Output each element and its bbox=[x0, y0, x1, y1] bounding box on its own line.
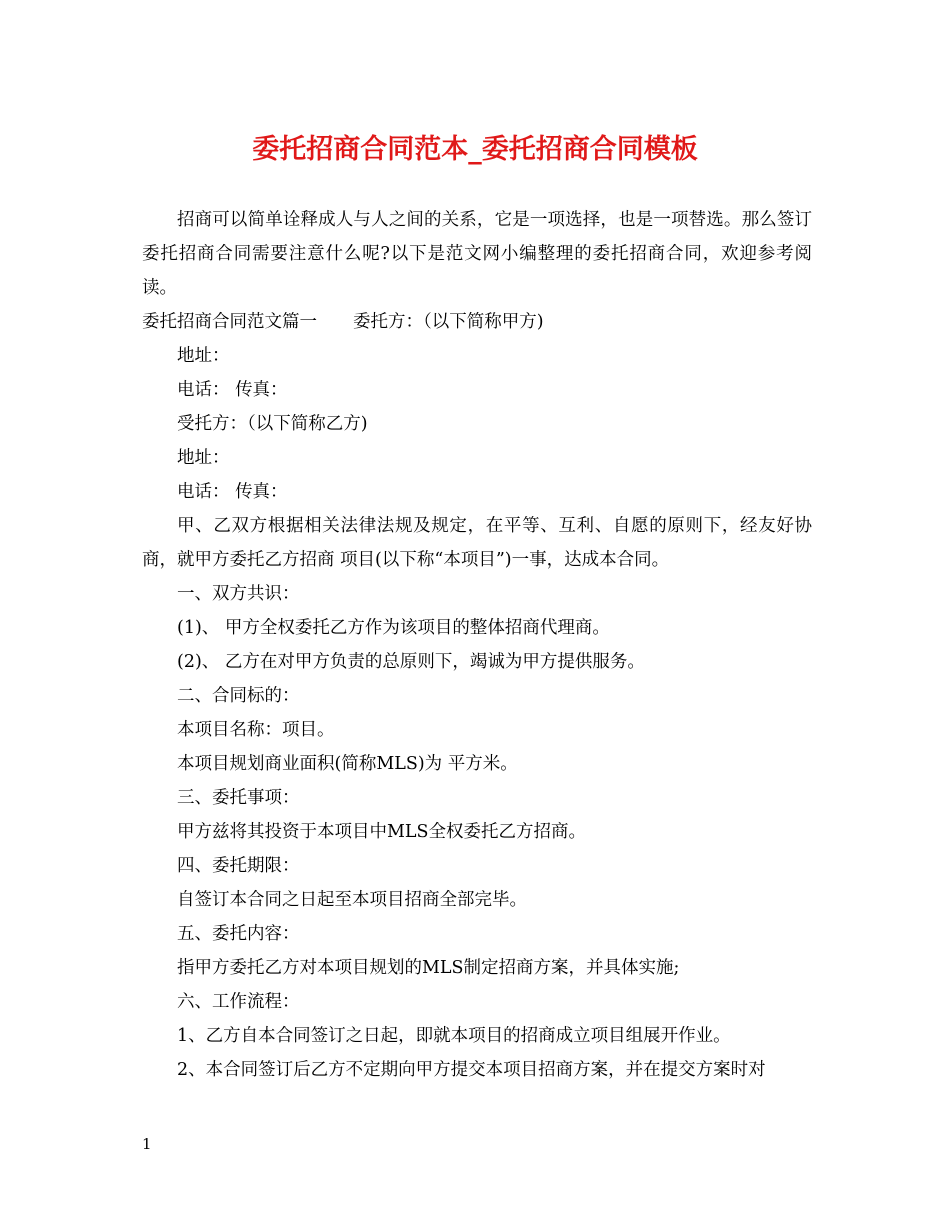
section-6-item-2: 2、本合同签订后乙方不定期向甲方提交本项目招商方案，并在提交方案时对 bbox=[177, 1060, 766, 1080]
intro-paragraph: 招商可以简单诠释成人与人之间的关系，它是一项选择，也是一项替选。那么签订委托招商合同需要注意什么呢?以下是范文网小编整理的委托招商合同，欢迎参考阅读。 bbox=[142, 210, 812, 298]
section-1-item-2: (2)、 乙方在对甲方负责的总原则下，竭诚为甲方提供服务。 bbox=[177, 652, 645, 672]
document-title: 委托招商合同范本_委托招商合同模板 bbox=[252, 134, 698, 165]
preamble-paragraph: 甲、乙双方根据相关法律法规及规定，在平等、互利、自愿的原则下，经友好协商，就甲方委托乙方招商 项目(以下称“本项目”)一事，达成本合同。 bbox=[142, 516, 812, 570]
party-a-address: 地址： bbox=[177, 346, 230, 366]
section-heading: 委托招商合同范文篇一 bbox=[142, 312, 317, 332]
party-b-address: 地址： bbox=[177, 448, 230, 468]
section-6-heading: 六、工作流程： bbox=[177, 992, 300, 1012]
section-4-heading: 四、委托期限： bbox=[177, 856, 300, 876]
section-6-item-1: 1、乙方自本合同签订之日起，即就本项目的招商成立项目组展开作业。 bbox=[177, 1026, 731, 1046]
section-2-heading: 二、合同标的： bbox=[177, 686, 300, 706]
section-3-heading: 三、委托事项： bbox=[177, 788, 300, 808]
page-number: 1 bbox=[142, 1135, 152, 1153]
section-2-line-1: 本项目名称：项目。 bbox=[177, 720, 335, 740]
party-b-phone: 电话： 传真： bbox=[177, 482, 288, 502]
section-3-line-1: 甲方兹将其投资于本项目中MLS全权委托乙方招商。 bbox=[177, 822, 587, 842]
section-2-line-2: 本项目规划商业面积(简称MLS)为 平方米。 bbox=[177, 754, 518, 774]
section-heading-line bbox=[142, 305, 812, 339]
party-a: 委托方：（以下简称甲方) bbox=[353, 312, 544, 332]
party-b: 受托方：（以下简称乙方) bbox=[177, 414, 368, 434]
party-a-phone: 电话： 传真： bbox=[177, 380, 288, 400]
section-5-heading: 五、委托内容： bbox=[177, 924, 300, 944]
document-body bbox=[142, 203, 812, 1087]
section-4-line-1: 自签订本合同之日起至本项目招商全部完毕。 bbox=[177, 890, 527, 910]
section-5-line-1: 指甲方委托乙方对本项目规划的MLS制定招商方案，并具体实施; bbox=[177, 958, 680, 978]
section-1-heading: 一、双方共识： bbox=[177, 584, 300, 604]
section-1-item-1: (1)、 甲方全权委托乙方作为该项目的整体招商代理商。 bbox=[177, 618, 610, 638]
